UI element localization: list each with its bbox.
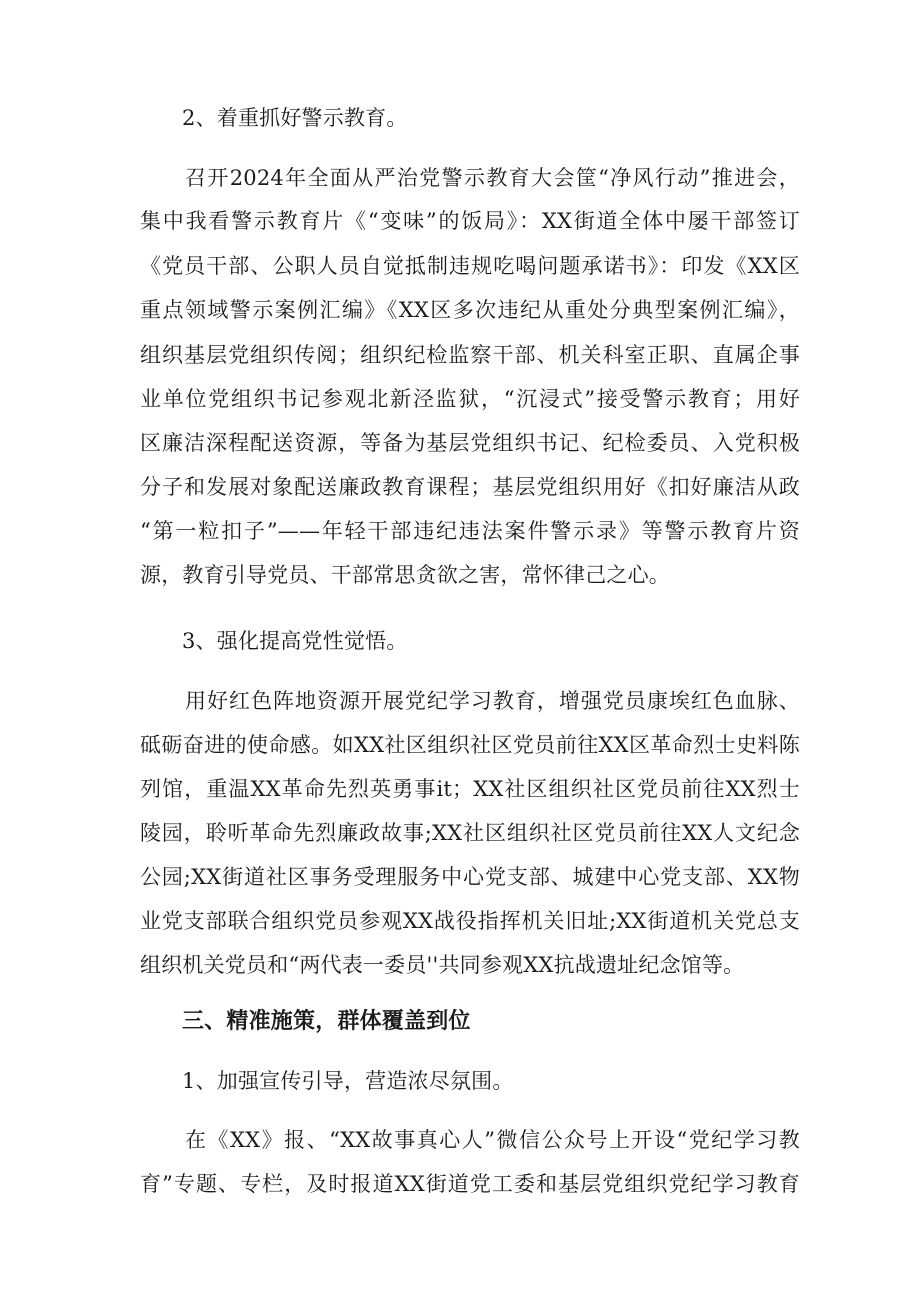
- subheading-warning-education: 2、着重抓好警示教育。: [182, 106, 408, 130]
- paragraph-line: 在《XX》报、“XX故事真心人”微信公众号上开设“党纪学习教: [185, 1128, 800, 1152]
- paragraph-line: 组织机关党员和“两代表一委员''共同参观XX抗战遗址纪念馆等。: [140, 953, 745, 977]
- paragraph-line: 源，教育引导党员、干部常思贪欲之害，常怀律己之心。: [140, 563, 670, 587]
- paragraph-line: 召开2024年全面从严治党警示教育大会筐“净风行动”推进会，: [185, 166, 800, 190]
- paragraph-line: 《党员干部、公职人员自觉抵制违规吃喝问题承诺书》：印发《XX区: [140, 254, 800, 278]
- paragraph-line: 育”专题、专栏，及时报道XX街道党工委和基层党组织党纪学习教育: [140, 1172, 800, 1196]
- paragraph-line: 业党支部联合组织党员参观XX战役指挥机关旧址;XX街道机关党总支: [140, 909, 800, 933]
- paragraph-line: 区廉洁深程配送资源，等备为基层党组织书记、纪检委员、入党积极: [140, 431, 800, 455]
- paragraph-line: 重点领域警示案例汇编》《XX区多次违纪从重处分典型案例汇编》，: [140, 298, 800, 322]
- paragraph-line: 集中我看警示教育片《“变味”的饭局》：XX街道全体中屡干部签订: [140, 209, 800, 233]
- paragraph-line: 用好红色阵地资源开展党纪学习教育，增强党员康埃红色血脉、: [185, 689, 800, 713]
- paragraph-line: 公园;XX街道社区事务受理服务中心党支部、城建中心党支部、XX物: [140, 865, 800, 889]
- paragraph-line: 砥砺奋进的使命感。如XX社区组织社区党员前往XX区革命烈士史料陈: [140, 733, 800, 757]
- paragraph-line: 陵园，聆听革命先烈廉政故事;XX社区组织社区党员前往XX人文纪念: [140, 821, 800, 845]
- paragraph-line: 列馆，重温XX革命先烈英勇事it；XX社区组织社区党员前往XX烈士: [140, 777, 800, 801]
- subheading-party-awareness: 3、强化提高党性觉悟。: [182, 629, 408, 653]
- paragraph-line: 分子和发展对象配送廉政教育课程；基层党组织用好《扣好廉洁从政: [140, 475, 800, 499]
- section-heading: 三、精准施策，群体覆盖到位: [182, 1009, 471, 1034]
- paragraph-line: “第一粒扣子”——年轻干部违纪违法案件警示录》等警示教育片资: [140, 519, 800, 543]
- subheading-publicity: 1、加强宣传引导，营造浓尽氛围。: [182, 1069, 514, 1093]
- paragraph-line: 业单位党组织书记参观北新泾监狱，“沉浸式”接受警示教育；用好: [140, 387, 800, 411]
- paragraph-line: 组织基层党组织传阅；组织纪检监察干部、机关科室正职、直属企事: [140, 343, 800, 367]
